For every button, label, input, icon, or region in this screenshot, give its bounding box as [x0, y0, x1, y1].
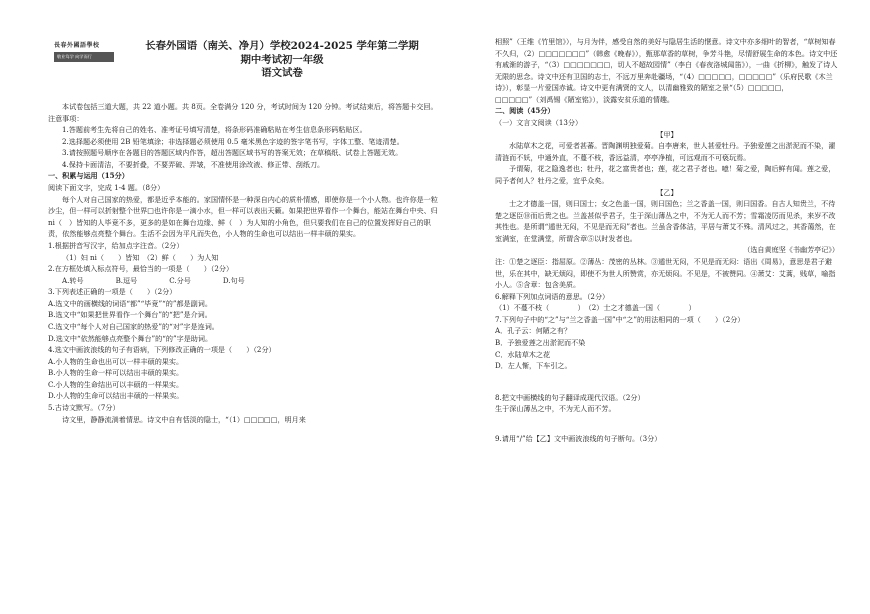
question-9: 9.请用“/”给【乙】文中画波浪线的句子断句。（3分） [495, 433, 662, 443]
section-2-heading: 二、阅读（45分） [495, 106, 555, 116]
question-4-option-c: C.小人物的生命结出可以丰硕的一样果实。 [48, 379, 184, 389]
question-6: 6.解释下列加点词语的意思。（2分） [495, 291, 610, 301]
question-1-blanks: （1）妇 ni（ ）皆知 （2）鲜（ ）为人知 [62, 252, 219, 262]
question-3: 3.下列表述正确的一项是（ ）（2分） [48, 287, 177, 297]
question-8-sentence: 生于深山薄丛之中，不为无人而不芳。 [495, 404, 616, 414]
question-5-continued: 相照”（王维《竹里馆》），与月为伴，感受自然的美好与隐居生活的惬意。诗文中亦多细叶的智者，“草树知春不久归，（2）□□□□□□□”（韩愈《晚春》），甄那草香的草树，争芳斗艳，尽情舒展生命的本色。诗文中还有戚渐的游子，“（3）□□□□□□□，切人不超故园情”（李白《春夜洛城闻笛》），一曲《折柳》，触发了诗人无限的思念。诗文中还有卫国的志士，不远万里奔赴疆场，“（4）□□□□□，□□□□□”（乐府民歌《木兰诗》），彰显一片爱国赤诚。诗文中更有满贤的文人，以清幽雅致的陋室之景“（5）□□□□□，□□□□□”（刘禹锡《陋室铭》），淡露安贫乐道的情趣。 [495, 37, 838, 104]
passage-jia-paragraph-1: 水陆草木之花，可爱者甚蕃。晋陶渊明独爱菊。自李唐来，世人甚爱牡丹。予独爱莲之出淤泥而不染，濯清涟而不妖，中通外直，不蔓不枝，香远益清，亭亭净植，可远观而不可亵玩焉。 [495, 141, 836, 162]
question-4: 4.选文中画波浪线的句子有语病，下列修改正确的一项是（ ）（2分） [48, 345, 276, 355]
title-line-2: 期中考试初一年级 [240, 53, 324, 66]
notice-2: 2.选择题必须使用 2B 铅笔填涂；非选择题必须使用 0.5 毫米黑色字迹的签字笔书写，字体工整、笔迹清楚。 [62, 136, 404, 146]
reading-passage: 每个人对自己国家的热爱，都是近乎本能的。家国情怀是一种深自内心的质朴情感，即使你是一个小人物。也许你是一粒沙尘，但一样可以折射整个世界□也许你是一滴小水，但一样可以表出天籁。如果把世界看作一个舞台，能站在舞台中央、归ni（ ）皆知的人毕竟不多，更多的是如在舞台边缘、鲜（ ）为人知的小角色，但只要我们在自己的位置发挥好自己的职责，依然能够点亮整个舞台。生活不会因为平凡而失色，小人物的生命也可以结出一样丰硕的果实。 [48, 194, 438, 239]
left-body [48, 101, 440, 425]
right-body [495, 36, 839, 445]
subsection-classical: （一）文言文阅读（13分） [495, 118, 583, 128]
question-7: 7.下列句子中的“之”与“兰之香盖一国”中“之”的用法相同的一项（ ）（2分） [495, 314, 745, 324]
question-1: 1.根据拼音写汉字，给加点字注音。（2分） [48, 240, 184, 250]
right-column [495, 0, 839, 614]
option-b: B.逗号 [115, 275, 138, 285]
notice-1: 1.答题前考生先将自己的姓名、准考证号填写清楚，将条形码准确粘贴在考生信息条形码粘贴区。 [62, 125, 367, 135]
question-3-option-b: B.选文中“如果把世界看作一个舞台”的“把”是介词。 [48, 310, 212, 320]
passage-source: （选自黄庭坚《书幽芳亭记》） [743, 245, 839, 255]
question-4-option-d: D.小人物的生命可以结出丰硕的一样果实。 [48, 391, 184, 401]
section-1-heading: 一、积累与运用（15分） [48, 171, 129, 181]
left-column [48, 0, 440, 614]
answer-space-2 [495, 415, 839, 433]
notice-4: 4.保持卡面清洁，不要折叠，不要弄破、弄皱，不准使用涂改液、修正带、刮纸刀。 [62, 159, 325, 169]
question-8: 8.把文中画横线的句子翻译成现代汉语。（2分） [495, 392, 645, 402]
question-3-option-a: A.选文中的画横线的词语“都”“毕竟”“的”都是副词。 [48, 298, 212, 308]
logo-motto: 敬业笃学 向学而行 [54, 52, 114, 62]
option-a: A.转号 [62, 275, 84, 285]
passage-yi-label: 【乙】 [656, 187, 678, 197]
question-3-option-d: D.选文中“依然能够点亮整个舞台”的“的”字是助词。 [48, 333, 213, 343]
question-2-options [48, 275, 440, 287]
notice-title: 注意事项： [48, 113, 84, 123]
exam-title [124, 40, 440, 81]
school-logo [54, 40, 114, 72]
notice-3: 3.请按照题号顺序在各题目的答题区域内作答，超出答题区域书写的答案无效；在草稿纸、试卷上答题无效。 [62, 148, 403, 158]
option-c: C.分号 [169, 275, 191, 285]
title-line-1: 长春外国语（南关、净月）学校2024-2025 学年第二学期 [145, 40, 419, 52]
passage-jia-label: 【甲】 [656, 129, 678, 139]
question-7-option-d: D．左人惭，下车引之。 [495, 361, 572, 371]
logo-school-name: 長春外國語學校 [54, 42, 100, 49]
intro-paragraph: 本试卷包括三道大题，共 22 道小题。共 8页。全卷满分 120 分，考试时间为 120 分钟。考试结束后，将答题卡交回。 [62, 102, 438, 111]
question-3-option-c: C.选文中“每个人对自己国家的热爱”的“对”字是连词。 [48, 321, 219, 331]
question-2: 2.在方框处填入标点符号，最恰当的一项是（ ）（2分） [48, 264, 234, 274]
question-7-option-a: A．孔子云：何陋之有？ [495, 326, 572, 336]
answer-space [495, 372, 839, 392]
question-5: 5.古诗文默写。（7分） [48, 403, 120, 413]
passage-yi-paragraph: 士之才德盖一国，则曰国士；女之色盖一国，则曰国色；兰之香盖一国，则曰国香。自古人知贵兰，不待楚之逐臣⑩而后贵之也。兰盖甚似乎君子，生于深山薄丛之中，不为无人而不芳；雪霜凌厉而见杀，来岁不改其性也。是所谓“遁世无闷，不见是而无闷”者也。兰虽含香体洁，平居与萧艾不殊。清风过之，其香蔼然，在室满室，在堂满堂，所谓含章⑤以时发者也。 [495, 199, 836, 243]
title-line-3: 语文试卷 [261, 67, 303, 79]
question-6-blanks: （1）不蔓不枝（ ） （2）士之才德盖一国（ ） [495, 303, 696, 313]
reading-intro: 阅读下面文字，完成 1-4 题。（8分） [48, 183, 165, 193]
option-d: D.句号 [222, 275, 245, 285]
passage-jia-paragraph-2: 予谓菊，花之隐逸者也；牡丹，花之富贵者也；莲，花之君子者也。噫！菊之爱，陶后鲜有闻。莲之爱，同予者何人？牡丹之爱，宜乎众矣。 [495, 164, 836, 185]
question-4-option-b: B.小人物的生命一样可以结出丰硕的果实。 [48, 368, 184, 378]
question-7-option-b: B．予独爱莲之出淤泥而不染 [495, 338, 586, 348]
annotations: 注：①楚之逐臣：指屈原。②薄丛：茂密的丛林。③遁世无闷，不见是而无闷：语出《周易》，意思是君子避世，乐在其中，缺无烦闷，即使不为世人所赞赏，亦无烦闷。不见是，不被赞同。④萧艾：艾蒿，贱草，喻指小人。⑤含章：包含美质。 [495, 256, 836, 290]
question-7-option-c: C．水陆草木之花 [495, 349, 551, 359]
question-5-start: 诗文里，静静流淌着情思。诗文中自有恬淡的隐士，“（1）□□□□□，明月来 [62, 414, 306, 424]
question-4-option-a: A.小人物的生命也出可以一样丰硕的果实。 [48, 356, 184, 366]
